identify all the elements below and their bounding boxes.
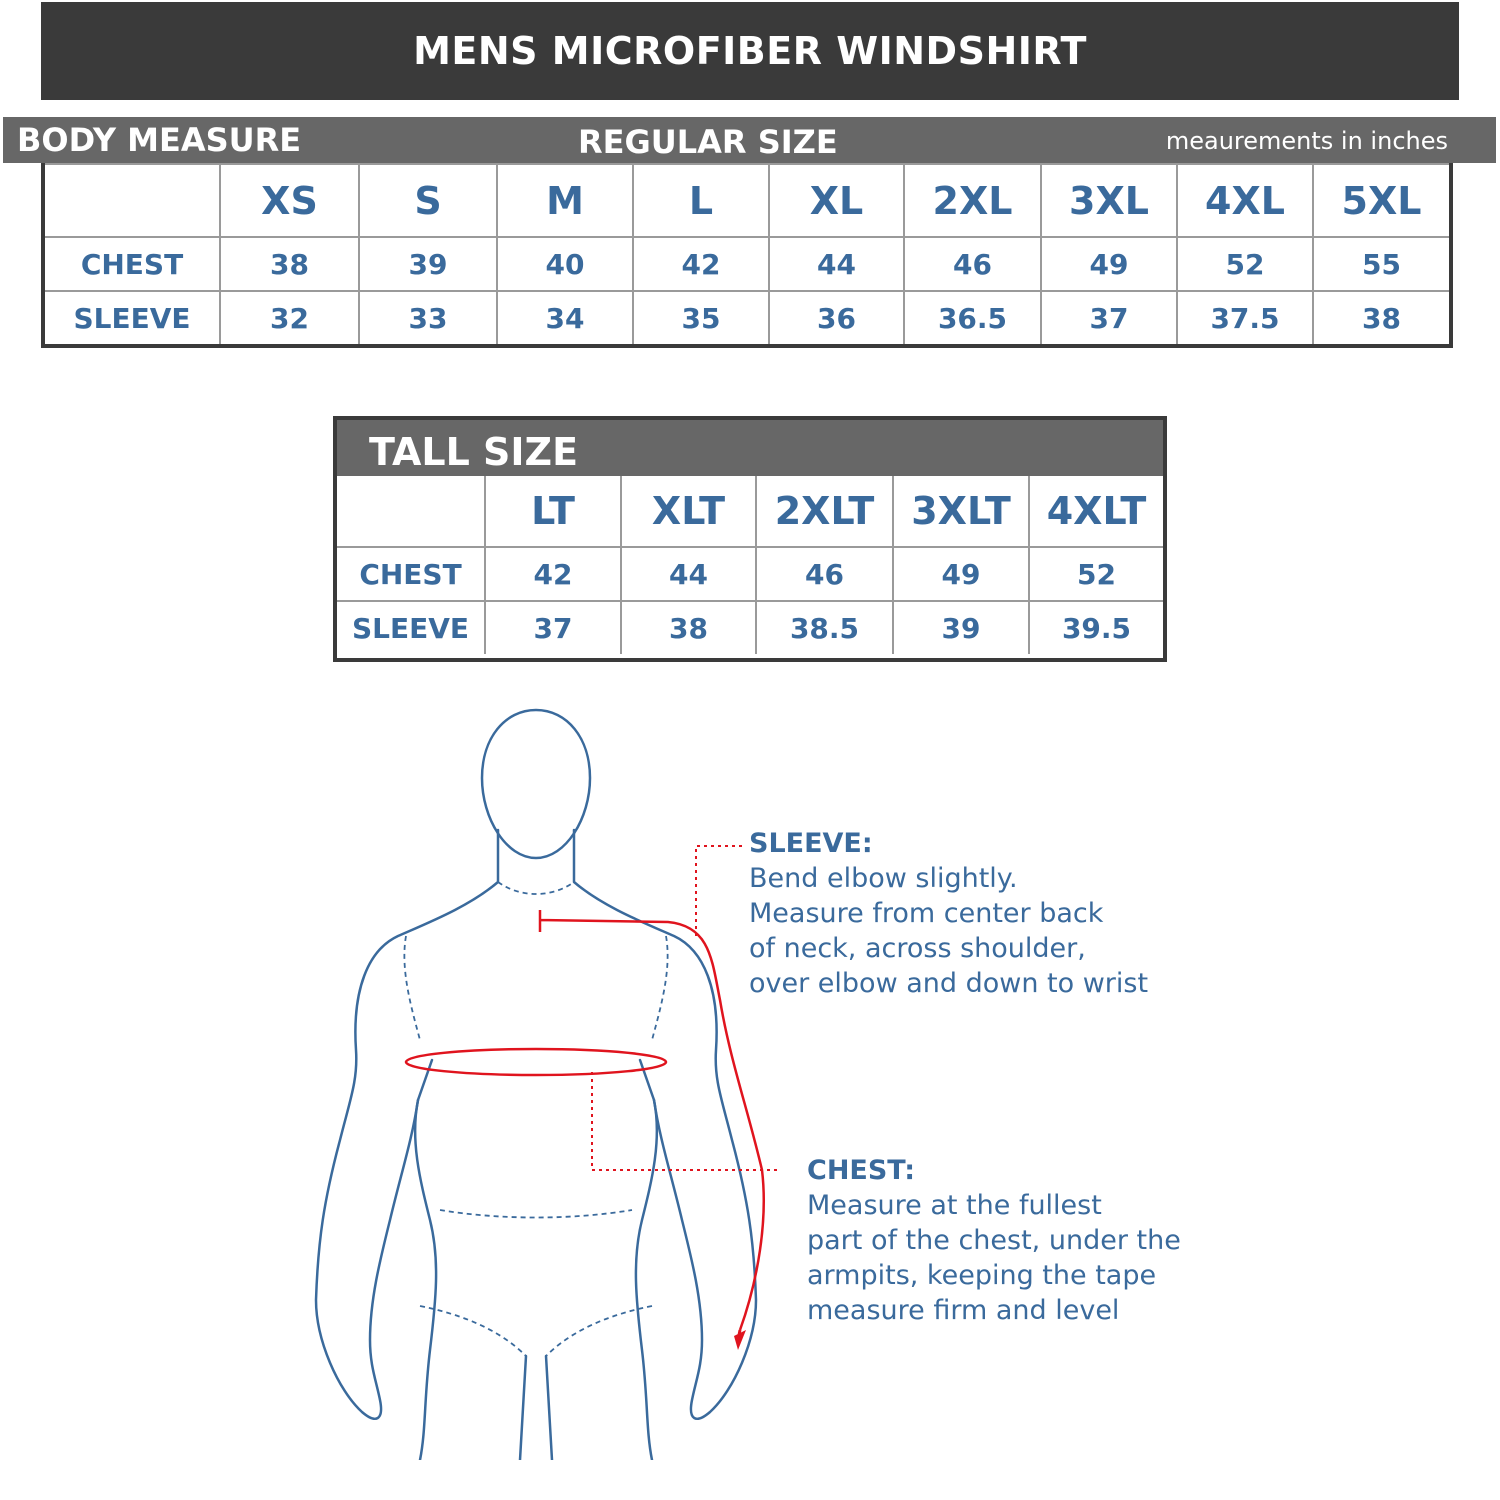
row-label: SLEEVE <box>337 601 485 654</box>
table-cell: 37.5 <box>1177 291 1313 346</box>
instruction-line: Measure from center back <box>749 898 1104 929</box>
row-label: CHEST <box>43 237 220 291</box>
tall-size-heading: TALL SIZE <box>369 430 579 474</box>
table-cell: 52 <box>1029 547 1163 601</box>
instruction-line: of neck, across shoulder, <box>749 933 1086 964</box>
table-cell: 38.5 <box>756 601 893 654</box>
size-header: 3XLT <box>893 476 1029 547</box>
regular-size-header <box>3 117 1496 163</box>
sleeve-row <box>337 601 1163 654</box>
table-cell: 38 <box>220 237 359 291</box>
size-header: S <box>359 164 497 237</box>
size-header: XL <box>769 164 904 237</box>
body-outline <box>316 710 756 1460</box>
size-header: 2XLT <box>756 476 893 547</box>
regular-size-heading: REGULAR SIZE <box>578 123 838 161</box>
table-cell: 44 <box>621 547 756 601</box>
table-cell: 36.5 <box>904 291 1041 346</box>
table-cell: 38 <box>1313 291 1451 346</box>
sleeve-instructions <box>749 826 1148 1001</box>
table-cell: 37 <box>1041 291 1177 346</box>
size-header: XLT <box>621 476 756 547</box>
table-cell: 36 <box>769 291 904 346</box>
table-cell: 52 <box>1177 237 1313 291</box>
size-header-row <box>337 476 1163 547</box>
seam-lines <box>404 882 667 1356</box>
table-cell: 46 <box>756 547 893 601</box>
row-label: CHEST <box>337 547 485 601</box>
instruction-line: Bend elbow slightly. <box>749 863 1018 894</box>
size-header: 4XL <box>1177 164 1313 237</box>
corner-cell <box>337 476 485 547</box>
instruction-line: armpits, keeping the tape <box>807 1260 1157 1291</box>
table-cell: 55 <box>1313 237 1451 291</box>
chest-heading: CHEST: <box>807 1155 916 1186</box>
size-header: LT <box>485 476 621 547</box>
table-cell: 34 <box>497 291 633 346</box>
units-note: meaurements in inches <box>1165 127 1448 155</box>
size-header: 5XL <box>1313 164 1451 237</box>
table-cell: 39.5 <box>1029 601 1163 654</box>
table-cell: 32 <box>220 291 359 346</box>
table-cell: 49 <box>1041 237 1177 291</box>
instruction-line: over elbow and down to wrist <box>749 968 1149 999</box>
row-label: SLEEVE <box>43 291 220 346</box>
instruction-line: Measure at the fullest <box>807 1190 1102 1221</box>
table-cell: 42 <box>485 547 621 601</box>
size-header-row <box>43 164 1451 237</box>
instruction-line: part of the chest, under the <box>807 1225 1181 1256</box>
tall-size-table <box>337 476 1163 654</box>
size-header: 2XL <box>904 164 1041 237</box>
table-cell: 39 <box>359 237 497 291</box>
table-cell: 38 <box>621 601 756 654</box>
size-header: M <box>497 164 633 237</box>
sleeve-heading: SLEEVE: <box>749 828 873 859</box>
chest-instructions <box>807 1153 1181 1328</box>
tall-size-panel <box>333 416 1167 662</box>
page-title: MENS MICROFIBER WINDSHIRT <box>41 2 1459 100</box>
body-measure-label: BODY MEASURE <box>17 121 302 159</box>
sleeve-row <box>43 291 1451 346</box>
table-cell: 44 <box>769 237 904 291</box>
chest-row <box>337 547 1163 601</box>
table-cell: 37 <box>485 601 621 654</box>
size-header: 3XL <box>1041 164 1177 237</box>
size-header: L <box>633 164 769 237</box>
crotch-lines <box>520 1356 552 1460</box>
corner-cell <box>43 164 220 237</box>
body-measurement-illustration <box>300 700 780 1460</box>
chest-row <box>43 237 1451 291</box>
table-cell: 46 <box>904 237 1041 291</box>
measure-lines <box>406 910 764 1340</box>
tall-size-header <box>337 420 1163 476</box>
regular-size-table <box>41 163 1453 348</box>
sleeve-arrow-icon <box>734 1330 746 1350</box>
table-cell: 40 <box>497 237 633 291</box>
table-cell: 35 <box>633 291 769 346</box>
size-header: XS <box>220 164 359 237</box>
table-cell: 39 <box>893 601 1029 654</box>
size-header: 4XLT <box>1029 476 1163 547</box>
table-cell: 49 <box>893 547 1029 601</box>
table-cell: 33 <box>359 291 497 346</box>
table-cell: 42 <box>633 237 769 291</box>
instruction-line: measure firm and level <box>807 1295 1120 1326</box>
